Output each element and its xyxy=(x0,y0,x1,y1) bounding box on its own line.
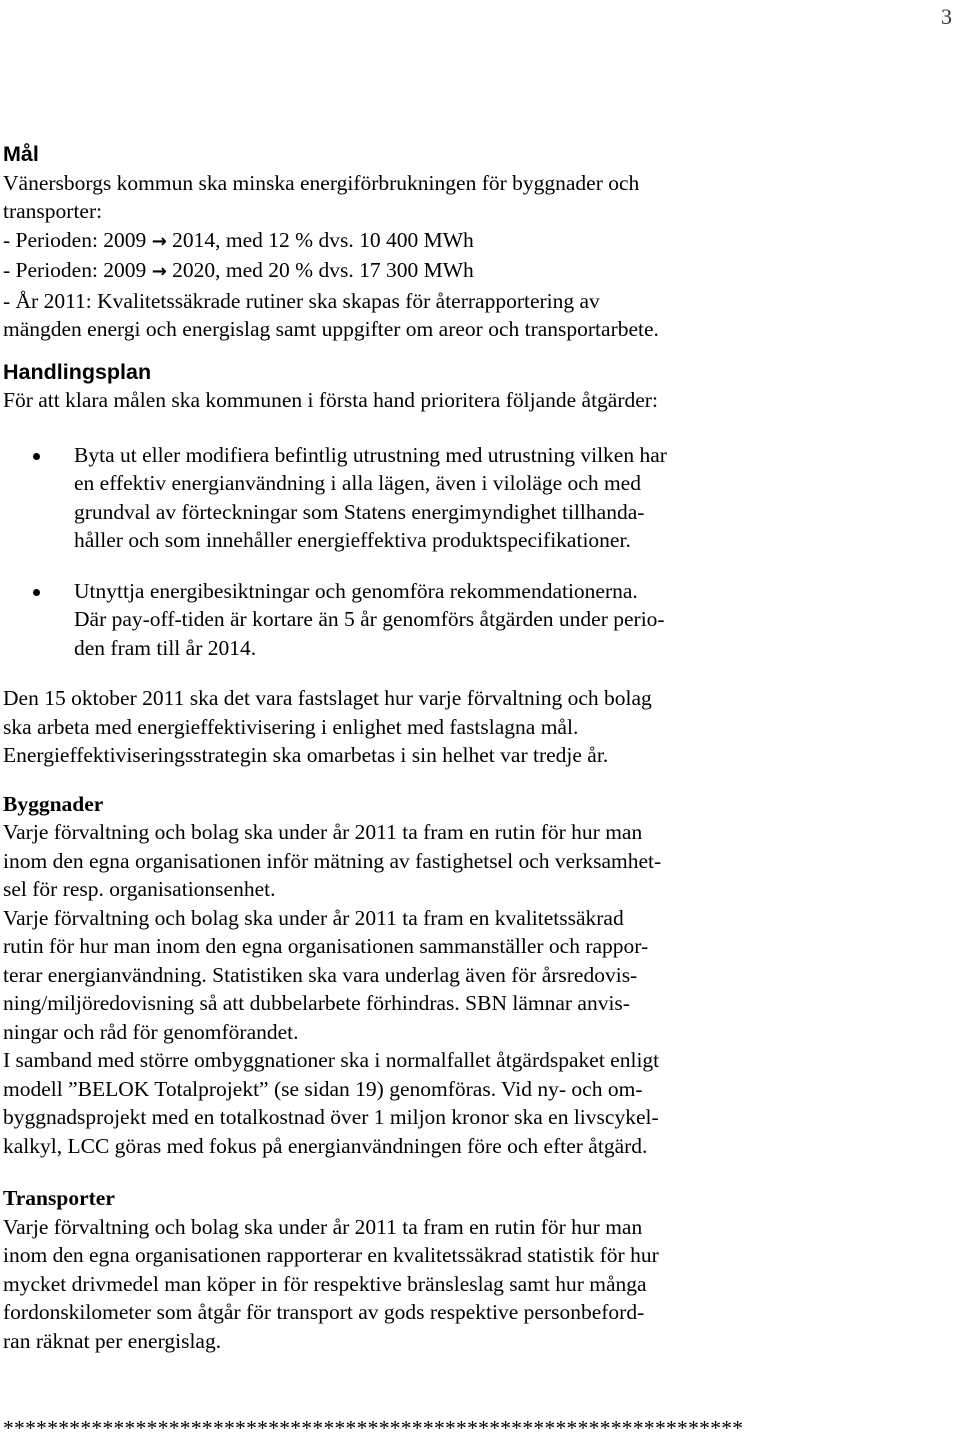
mal-line-1: Vänersborgs kommun ska minska energiförbrukningen för byggnader och xyxy=(3,170,640,195)
byggnader-line: modell ”BELOK Totalprojekt” (se sidan 19) genomföras. Vid ny- och om- xyxy=(3,1076,643,1101)
bullet-2-line-3: den fram till år 2014. xyxy=(74,635,257,660)
heading-transporter: Transporter xyxy=(3,1186,115,1210)
bullet-2-line-2: Där pay-off-tiden är kortare än 5 år genomförs åtgärden under perio- xyxy=(74,607,665,631)
arrow-right-icon: → xyxy=(151,230,167,252)
byggnader-text xyxy=(3,818,793,1160)
page-number: 3 xyxy=(941,4,952,29)
heading-mal: Mål xyxy=(3,142,39,166)
mal-period-1 xyxy=(3,226,793,257)
list-item xyxy=(3,441,793,555)
arrow-right-icon: → xyxy=(151,261,167,282)
mal-line-2: transporter: xyxy=(3,199,103,223)
period-1-end: 2014, med 12 % dvs. 10 400 MWh xyxy=(166,227,474,252)
byggnader-line: terar energianvändning. Statistiken ska vara underlag även för årsredovis- xyxy=(3,962,638,987)
transporter-line: ran räknat per energislag. xyxy=(3,1328,222,1353)
byggnader-line: ningar och råd för genomförandet. xyxy=(3,1019,299,1044)
bullet-1-line-1: Byta ut eller modifiera befintlig utrustning med utrustning vilken har xyxy=(74,442,667,467)
heading-byggnader: Byggnader xyxy=(3,791,104,816)
period-2-end: 2020, med 20 % dvs. 17 300 MWh xyxy=(166,258,474,282)
byggnader-line: inom den egna organisationen inför mätning av fastighetsel och verksamhet- xyxy=(3,848,662,873)
transporter-text xyxy=(3,1213,793,1356)
byggnader-line: Varje förvaltning och bolag ska under år 2011 ta fram en rutin för hur man xyxy=(3,820,643,844)
byggnader-line: sel för resp. organisationsenhet. xyxy=(3,877,276,901)
bullet-icon xyxy=(33,589,40,596)
closing-line-1: Den 15 oktober 2011 ska det vara fastslaget hur varje förvaltning och bolag xyxy=(3,686,652,710)
bullet-2-line-1: Utnyttja energibesiktningar och genomföra rekommendationerna. xyxy=(74,578,638,603)
period-2-start: - Perioden: 2009 xyxy=(3,258,152,282)
byggnader-line: ning/miljöredovisning så att dubbelarbete förhindras. SBN lämnar anvis- xyxy=(3,991,630,1015)
transporter-line: fordonskilometer som åtgår för transport av gods respektive personbeford- xyxy=(3,1300,645,1324)
list-item xyxy=(3,577,793,663)
bullet-1-line-4: håller och som innehåller energieffektiva produktspecifikationer. xyxy=(74,528,631,552)
byggnader-line: kalkyl, LCC göras med fokus på energianvändningen före och efter åtgärd. xyxy=(3,1133,648,1158)
byggnader-line: I samband med större ombyggnationer ska i normalfallet åtgärdspaket enligt xyxy=(3,1048,660,1072)
handlingsplan-closing xyxy=(3,684,793,770)
handlingsplan-intro: För att klara målen ska kommunen i första hand prioritera följande åtgärder: xyxy=(3,388,658,412)
byggnader-line: byggnadsprojekt med en totalkostnad över 1 miljon kronor ska en livscykel- xyxy=(3,1105,659,1129)
transporter-line: inom den egna organisationen rapporterar en kvalitetssäkrad statistik för hur xyxy=(3,1243,659,1267)
page-content xyxy=(3,140,793,1355)
transporter-line: mycket drivmedel man köper in för respektive bränsleslag samt hur många xyxy=(3,1271,647,1296)
bullet-1-line-2: en effektiv energianvändning i alla lägen, även i viloläge och med xyxy=(74,471,641,495)
heading-handlingsplan: Handlingsplan xyxy=(3,359,152,384)
action-list xyxy=(3,441,793,663)
footer-separator-stars: ******************************************************************* xyxy=(3,1416,744,1440)
period-1-start: - Perioden: 2009 xyxy=(3,227,152,252)
transporter-line: Varje förvaltning och bolag ska under år 2011 ta fram en rutin för hur man xyxy=(3,1214,643,1239)
mal-line-6: mängden energi och energislag samt uppgifter om areor och transportarbete. xyxy=(3,317,659,341)
closing-line-3: Energieffektiviseringsstrategin ska omarbetas i sin helhet var tredje år. xyxy=(3,743,609,767)
bullet-1-line-3: grundval av förteckningar som Statens energimyndighet tillhanda- xyxy=(74,499,645,524)
byggnader-line: rutin för hur man inom den egna organisationen sammanställer och rappor- xyxy=(3,934,649,958)
mal-line-5: - År 2011: Kvalitetssäkrade rutiner ska skapas för återrapportering av xyxy=(3,288,600,313)
closing-line-2: ska arbeta med energieffektivisering i enlighet med fastslagna mål. xyxy=(3,714,579,739)
bullet-icon xyxy=(33,453,40,460)
byggnader-line: Varje förvaltning och bolag ska under år 2011 ta fram en kvalitetssäkrad xyxy=(3,905,624,930)
mal-period-2 xyxy=(3,256,793,287)
